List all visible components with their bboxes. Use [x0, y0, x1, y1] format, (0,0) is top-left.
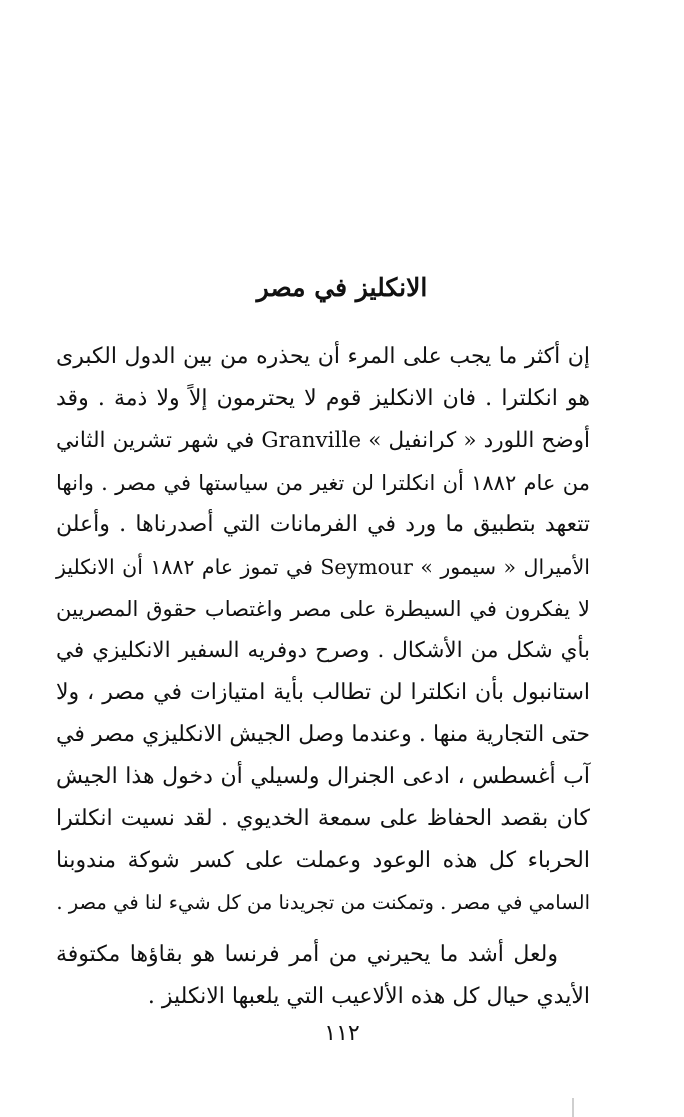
text-line: الأميرال « سيمور » Seymour في تموز عام ١٨٨٢ أن الانكليز	[56, 555, 591, 579]
text-line: تتعهد بتطبيق ما ورد في الفرمانات التي أصدرناها . وأعلن	[56, 512, 590, 537]
chapter-title: الانكليز في مصر	[256, 273, 428, 302]
text-line: أوضح اللورد « كرانفيل » Granville في شهر تشرين الثاني	[56, 428, 590, 453]
paragraph-2	[56, 934, 590, 1018]
paragraph-gap	[56, 924, 590, 934]
text-line: لا يفكرون في السيطرة على مصر واغتصاب حقوق المصريين	[56, 597, 590, 621]
scan-edge-mark	[572, 1098, 574, 1117]
text-line: من عام ١٨٨٢ أن انكلترا لن تغير من سياستها في مصر . وانها	[56, 471, 590, 495]
text-line: آب أغسطس ، ادعى الجنرال ولسيلي أن دخول هذا الجيش	[56, 764, 590, 789]
text-line: بأي شكل من الأشكال . وصرح دوفريه السفير الانكليزي في	[56, 638, 590, 663]
text-line: إن أكثر ما يجب على المرء أن يحذره من بين الدول الكبرى	[56, 344, 590, 369]
page-number: ١١٢	[324, 1021, 360, 1046]
body-text	[56, 336, 590, 1018]
text-line: السامي في مصر . وتمكنت من تجريدنا من كل شيء لنا في مصر .	[56, 891, 590, 914]
text-line: استانبول بأن انكلترا لن تطالب بأية امتيازات في مصر ، ولا	[56, 680, 590, 705]
text-line: هو انكلترا . فان الانكليز قوم لا يحترمون إلاً ولا ذمة . وقد	[56, 386, 590, 411]
text-line: الحرباء كل هذه الوعود وعملت على كسر شوكة مندوبنا	[56, 848, 590, 873]
paragraph-1	[56, 336, 590, 924]
text-line: الأيدي حيال كل هذه الألاعيب التي يلعبها الانكليز .	[147, 984, 590, 1009]
text-line: ولعل أشد ما يحيرني من أمر فرنسا هو بقاؤها مكتوفة	[56, 942, 558, 967]
text-line: كان بقصد الحفاظ على سمعة الخديوي . لقد نسيت انكلترا	[56, 806, 590, 831]
text-line: حتى التجارية منها . وعندما وصل الجيش الانكليزي مصر في	[56, 722, 590, 747]
